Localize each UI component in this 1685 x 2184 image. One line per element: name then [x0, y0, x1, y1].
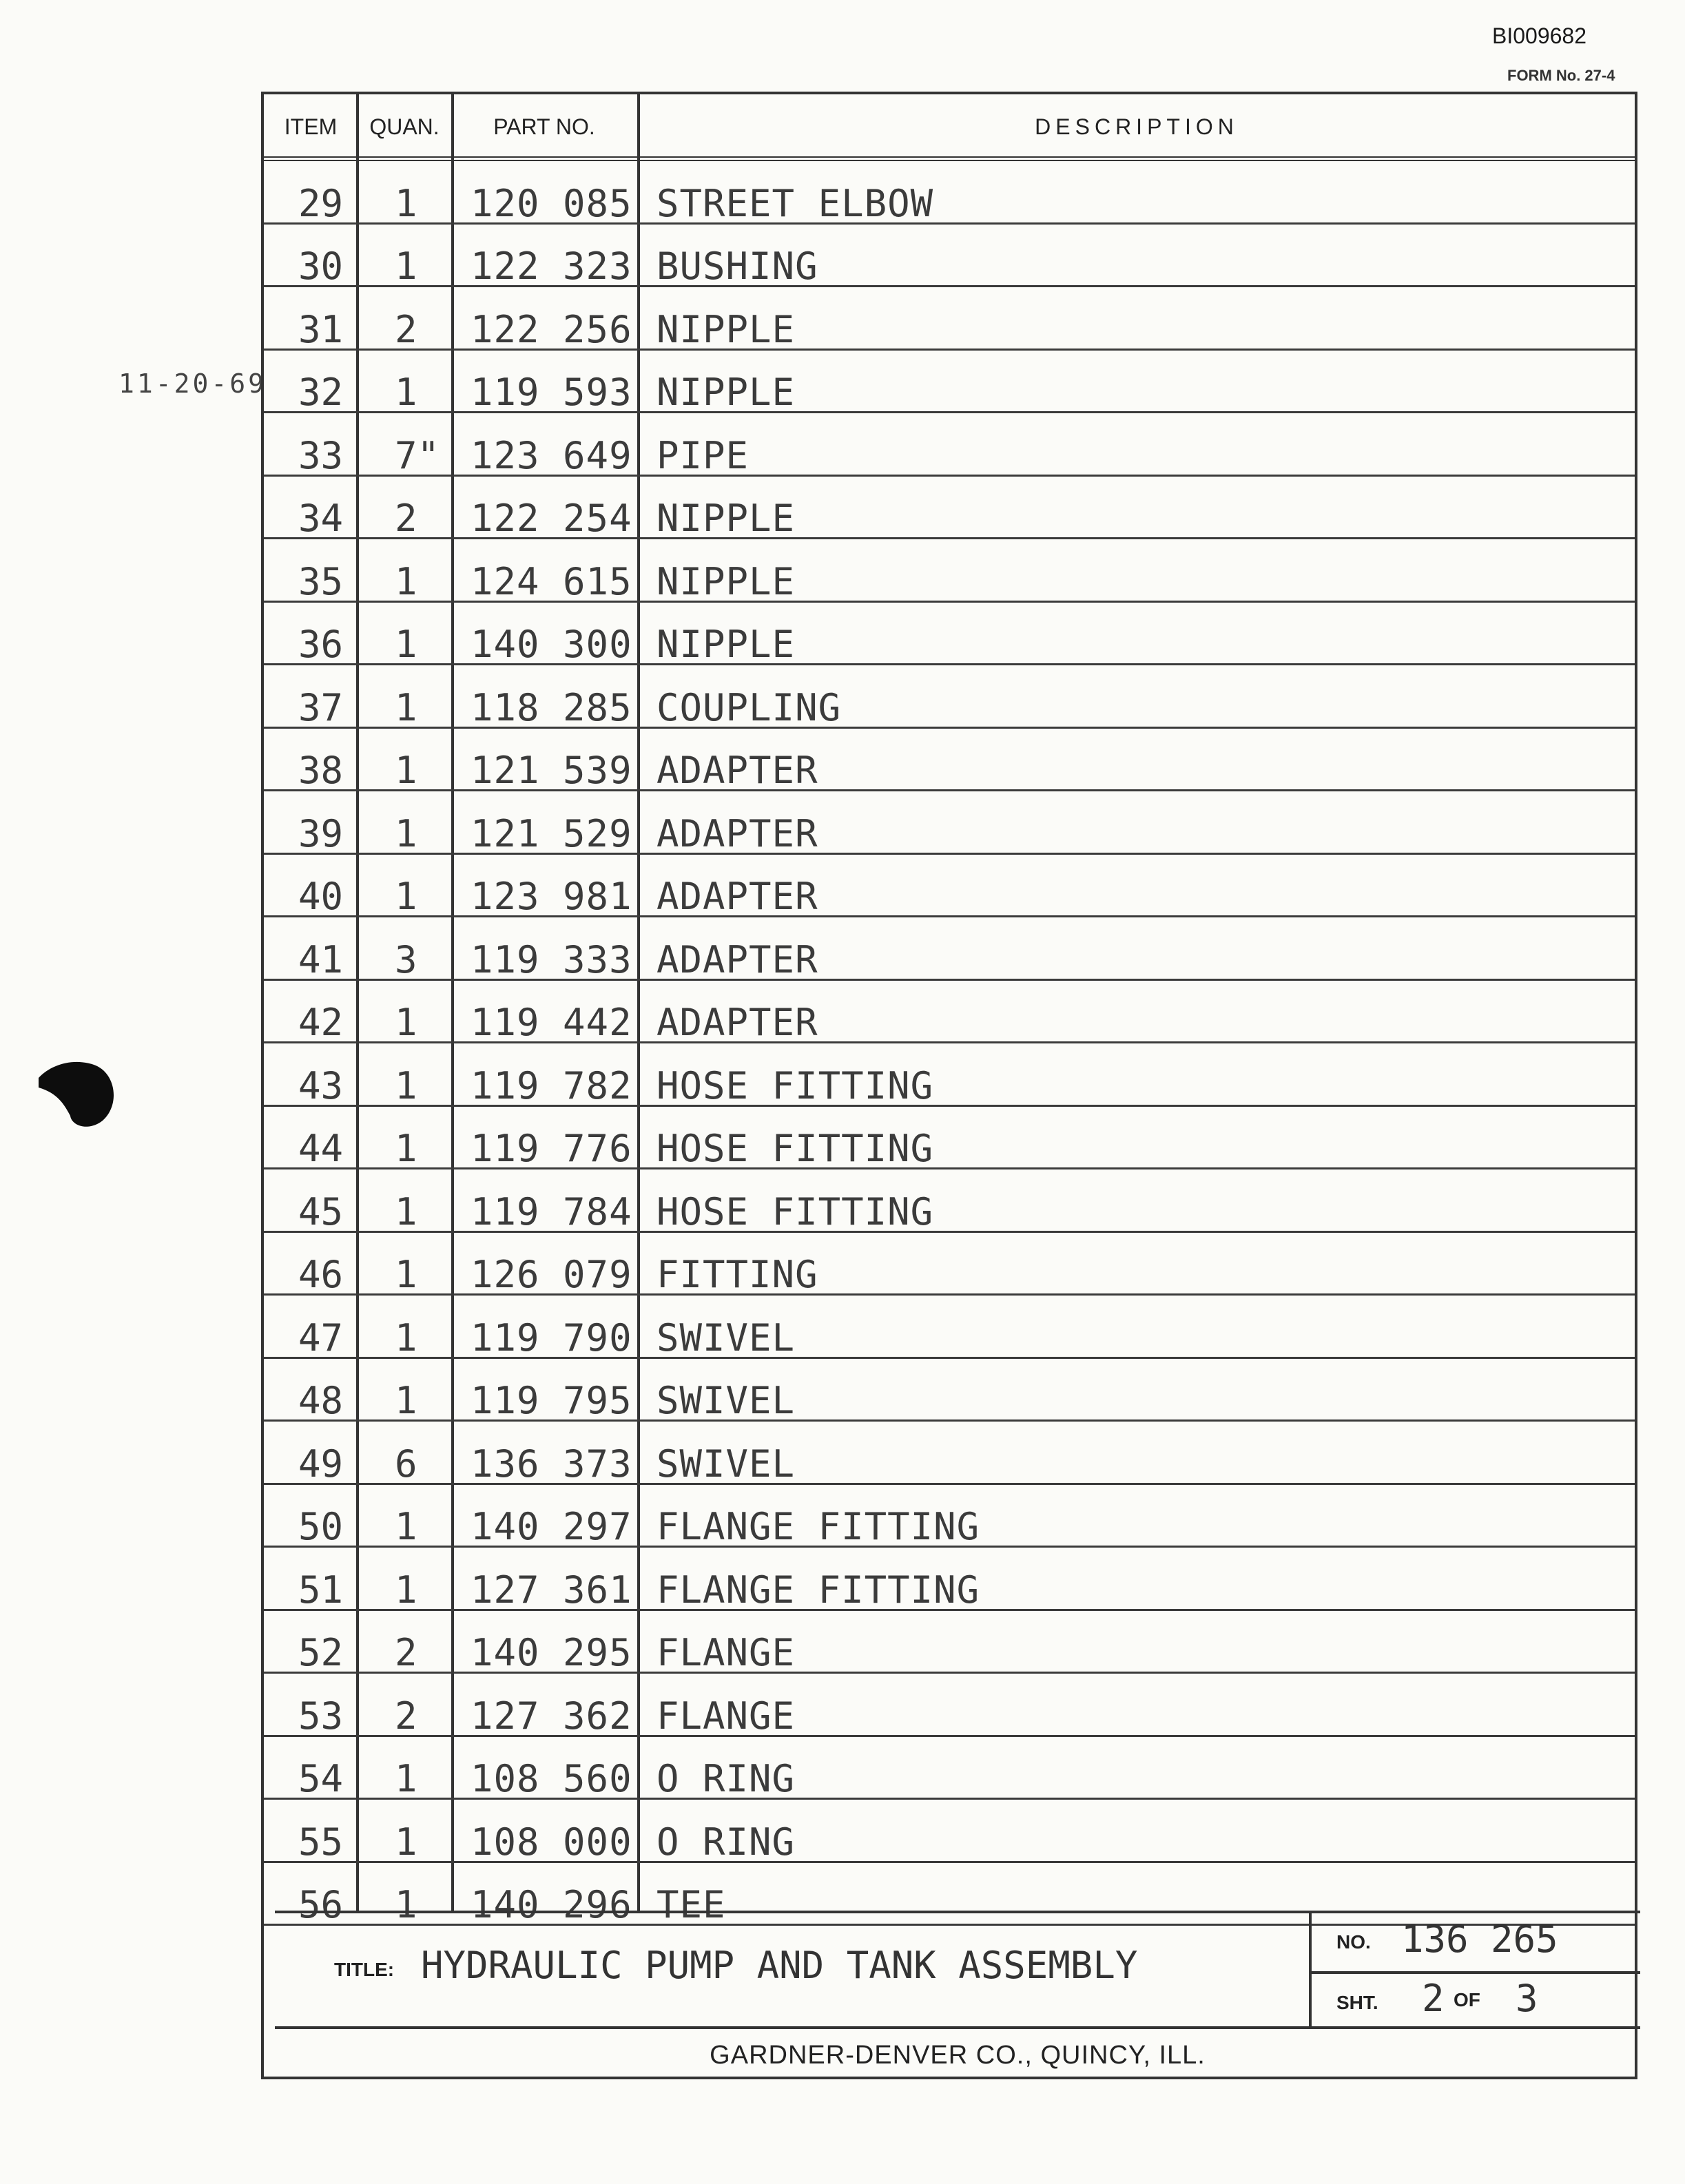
- row-part-number: 121 529: [471, 811, 632, 855]
- row-item: 52: [298, 1631, 344, 1674]
- row-item: 30: [298, 245, 344, 288]
- row-item: 31: [298, 307, 344, 351]
- table-header: [264, 94, 1635, 161]
- row-description: BUSHING: [657, 245, 818, 288]
- document-id: BI009682: [1492, 23, 1587, 48]
- row-part-number: 119 790: [471, 1315, 632, 1360]
- row-item: 37: [298, 685, 344, 729]
- row-quantity: 1: [395, 1063, 417, 1107]
- row-quantity: 1: [395, 623, 417, 666]
- row-part-number: 136 373: [471, 1442, 632, 1486]
- table-row: [264, 225, 1635, 288]
- row-part-number: 118 285: [471, 685, 632, 729]
- row-part-number: 124 615: [471, 559, 632, 603]
- row-quantity: 1: [395, 1820, 417, 1864]
- table-row: [264, 855, 1635, 918]
- row-part-number: 119 795: [471, 1379, 632, 1422]
- row-part-number: 123 981: [471, 875, 632, 918]
- row-item: 56: [298, 1883, 344, 1926]
- row-item: 53: [298, 1694, 344, 1738]
- row-description: COUPLING: [657, 685, 842, 729]
- row-item: 55: [298, 1820, 344, 1864]
- row-quantity: 1: [395, 1315, 417, 1360]
- row-part-number: 122 254: [471, 497, 632, 540]
- row-part-number: 122 323: [471, 245, 632, 288]
- row-quantity: 3: [395, 937, 417, 981]
- row-item: 51: [298, 1568, 344, 1612]
- drawing-number: 136 265: [1401, 1917, 1558, 1961]
- row-part-number: 140 295: [471, 1631, 632, 1674]
- row-part-number: 140 297: [471, 1505, 632, 1548]
- table-row: [264, 1737, 1635, 1800]
- form-number: FORM No. 27-4: [1507, 67, 1615, 84]
- row-quantity: 1: [395, 811, 417, 855]
- row-description: NIPPLE: [657, 559, 796, 603]
- row-item: 54: [298, 1757, 344, 1800]
- row-description: STREET ELBOW: [657, 181, 934, 225]
- row-quantity: 7": [395, 433, 440, 477]
- row-description: SWIVEL: [657, 1315, 796, 1360]
- row-description: FLANGE: [657, 1631, 796, 1674]
- company-footer: GARDNER-DENVER CO., QUINCY, ILL.: [710, 2041, 1206, 2070]
- drawing-number-box: [1309, 1913, 1640, 2026]
- row-description: ADAPTER: [657, 1001, 818, 1044]
- title-block: [275, 1911, 1640, 2029]
- row-part-number: 123 649: [471, 433, 632, 477]
- row-part-number: 127 362: [471, 1694, 632, 1738]
- table-row: [264, 1296, 1635, 1359]
- table-row: [264, 413, 1635, 477]
- row-item: 40: [298, 875, 344, 918]
- no-label: NO.: [1336, 1931, 1371, 1953]
- row-part-number: 121 539: [471, 749, 632, 792]
- row-item: 35: [298, 559, 344, 603]
- row-description: HOSE FITTING: [657, 1189, 934, 1234]
- table-row: [264, 1043, 1635, 1107]
- row-item: 49: [298, 1442, 344, 1486]
- row-description: SWIVEL: [657, 1442, 796, 1486]
- header-description: DESCRIPTION: [1035, 114, 1239, 139]
- row-quantity: 1: [395, 181, 417, 225]
- row-quantity: 2: [395, 1631, 417, 1674]
- row-item: 50: [298, 1505, 344, 1548]
- parts-list-sheet: [261, 92, 1637, 2079]
- table-row: [264, 917, 1635, 981]
- row-quantity: 1: [395, 1379, 417, 1422]
- sheet-label: SHT.: [1336, 1992, 1378, 2013]
- row-quantity: 1: [395, 1001, 417, 1044]
- row-item: 47: [298, 1315, 344, 1360]
- table-row: [264, 1548, 1635, 1611]
- row-description: NIPPLE: [657, 371, 796, 414]
- table-row: [264, 1359, 1635, 1422]
- row-item: 45: [298, 1189, 344, 1234]
- row-item: 39: [298, 811, 344, 855]
- sheet-total: 3: [1516, 1977, 1538, 2020]
- row-item: 36: [298, 623, 344, 666]
- table-row: [264, 1233, 1635, 1296]
- table-row: [264, 161, 1635, 225]
- row-quantity: 2: [395, 1694, 417, 1738]
- row-quantity: 1: [395, 1253, 417, 1296]
- of-label: OF: [1454, 1989, 1480, 2010]
- row-part-number: 120 085: [471, 181, 632, 225]
- row-part-number: 108 000: [471, 1820, 632, 1864]
- row-description: ADAPTER: [657, 749, 818, 792]
- assembly-title: HYDRAULIC PUMP AND TANK ASSEMBLY: [421, 1944, 1138, 1987]
- row-item: 44: [298, 1127, 344, 1170]
- table-row: [264, 477, 1635, 540]
- table-row: [264, 539, 1635, 603]
- row-quantity: 1: [395, 371, 417, 414]
- sheet-number: 2: [1422, 1977, 1445, 2020]
- row-description: FLANGE FITTING: [657, 1505, 980, 1548]
- row-part-number: 119 782: [471, 1063, 632, 1107]
- row-item: 48: [298, 1379, 344, 1422]
- table-row: [264, 1422, 1635, 1485]
- row-description: NIPPLE: [657, 497, 796, 540]
- row-item: 29: [298, 181, 344, 225]
- table-row: [264, 981, 1635, 1044]
- table-row: [264, 1169, 1635, 1233]
- row-part-number: 119 442: [471, 1001, 632, 1044]
- row-part-number: 140 300: [471, 623, 632, 666]
- row-quantity: 1: [395, 749, 417, 792]
- table-row: [264, 287, 1635, 351]
- table-row: [264, 1674, 1635, 1737]
- row-description: O RING: [657, 1757, 796, 1800]
- header-item: ITEM: [284, 114, 338, 139]
- row-description: SWIVEL: [657, 1379, 796, 1422]
- row-description: FLANGE: [657, 1694, 796, 1738]
- row-part-number: 119 593: [471, 371, 632, 414]
- row-quantity: 1: [395, 1127, 417, 1170]
- row-part-number: 108 560: [471, 1757, 632, 1800]
- row-quantity: 2: [395, 497, 417, 540]
- row-part-number: 126 079: [471, 1253, 632, 1296]
- row-description: FLANGE FITTING: [657, 1568, 980, 1612]
- row-quantity: 1: [395, 875, 417, 918]
- row-item: 38: [298, 749, 344, 792]
- row-description: HOSE FITTING: [657, 1063, 934, 1107]
- table-row: [264, 1611, 1635, 1674]
- row-part-number: 119 784: [471, 1189, 632, 1234]
- row-description: O RING: [657, 1820, 796, 1864]
- row-part-number: 127 361: [471, 1568, 632, 1612]
- row-quantity: 2: [395, 307, 417, 351]
- row-description: ADAPTER: [657, 875, 818, 918]
- row-quantity: 1: [395, 1505, 417, 1548]
- margin-date: 11-20-69: [118, 368, 267, 399]
- row-quantity: 1: [395, 685, 417, 729]
- number-box-divider: [1312, 1971, 1640, 1974]
- punch-hole-mark: [37, 1057, 120, 1130]
- row-quantity: 1: [395, 559, 417, 603]
- row-item: 41: [298, 937, 344, 981]
- row-quantity: 1: [395, 1189, 417, 1234]
- table-row: [264, 603, 1635, 666]
- row-description: ADAPTER: [657, 937, 818, 981]
- row-part-number: 119 333: [471, 937, 632, 981]
- table-row: [264, 791, 1635, 855]
- table-row: [264, 729, 1635, 792]
- row-quantity: 1: [395, 245, 417, 288]
- table-row: [264, 351, 1635, 414]
- row-description: TEE: [657, 1883, 726, 1926]
- row-quantity: 1: [395, 1757, 417, 1800]
- header-part-no: PART NO.: [493, 114, 595, 139]
- row-description: NIPPLE: [657, 307, 796, 351]
- row-description: FITTING: [657, 1253, 818, 1296]
- row-part-number: 122 256: [471, 307, 632, 351]
- title-label: TITLE:: [334, 1959, 395, 1980]
- table-row: [264, 1800, 1635, 1863]
- table-row: [264, 1485, 1635, 1548]
- row-description: HOSE FITTING: [657, 1127, 934, 1170]
- header-quan: QUAN.: [369, 114, 440, 139]
- row-description: NIPPLE: [657, 623, 796, 666]
- row-item: 33: [298, 433, 344, 477]
- row-item: 32: [298, 371, 344, 414]
- table-row: [264, 1107, 1635, 1170]
- row-part-number: 119 776: [471, 1127, 632, 1170]
- row-description: PIPE: [657, 433, 750, 477]
- row-part-number: 140 296: [471, 1883, 632, 1926]
- row-quantity: 1: [395, 1883, 417, 1926]
- row-item: 42: [298, 1001, 344, 1044]
- row-item: 46: [298, 1253, 344, 1296]
- row-description: ADAPTER: [657, 811, 818, 855]
- row-quantity: 6: [395, 1442, 417, 1486]
- row-item: 34: [298, 497, 344, 540]
- row-item: 43: [298, 1063, 344, 1107]
- table-row: [264, 665, 1635, 729]
- row-quantity: 1: [395, 1568, 417, 1612]
